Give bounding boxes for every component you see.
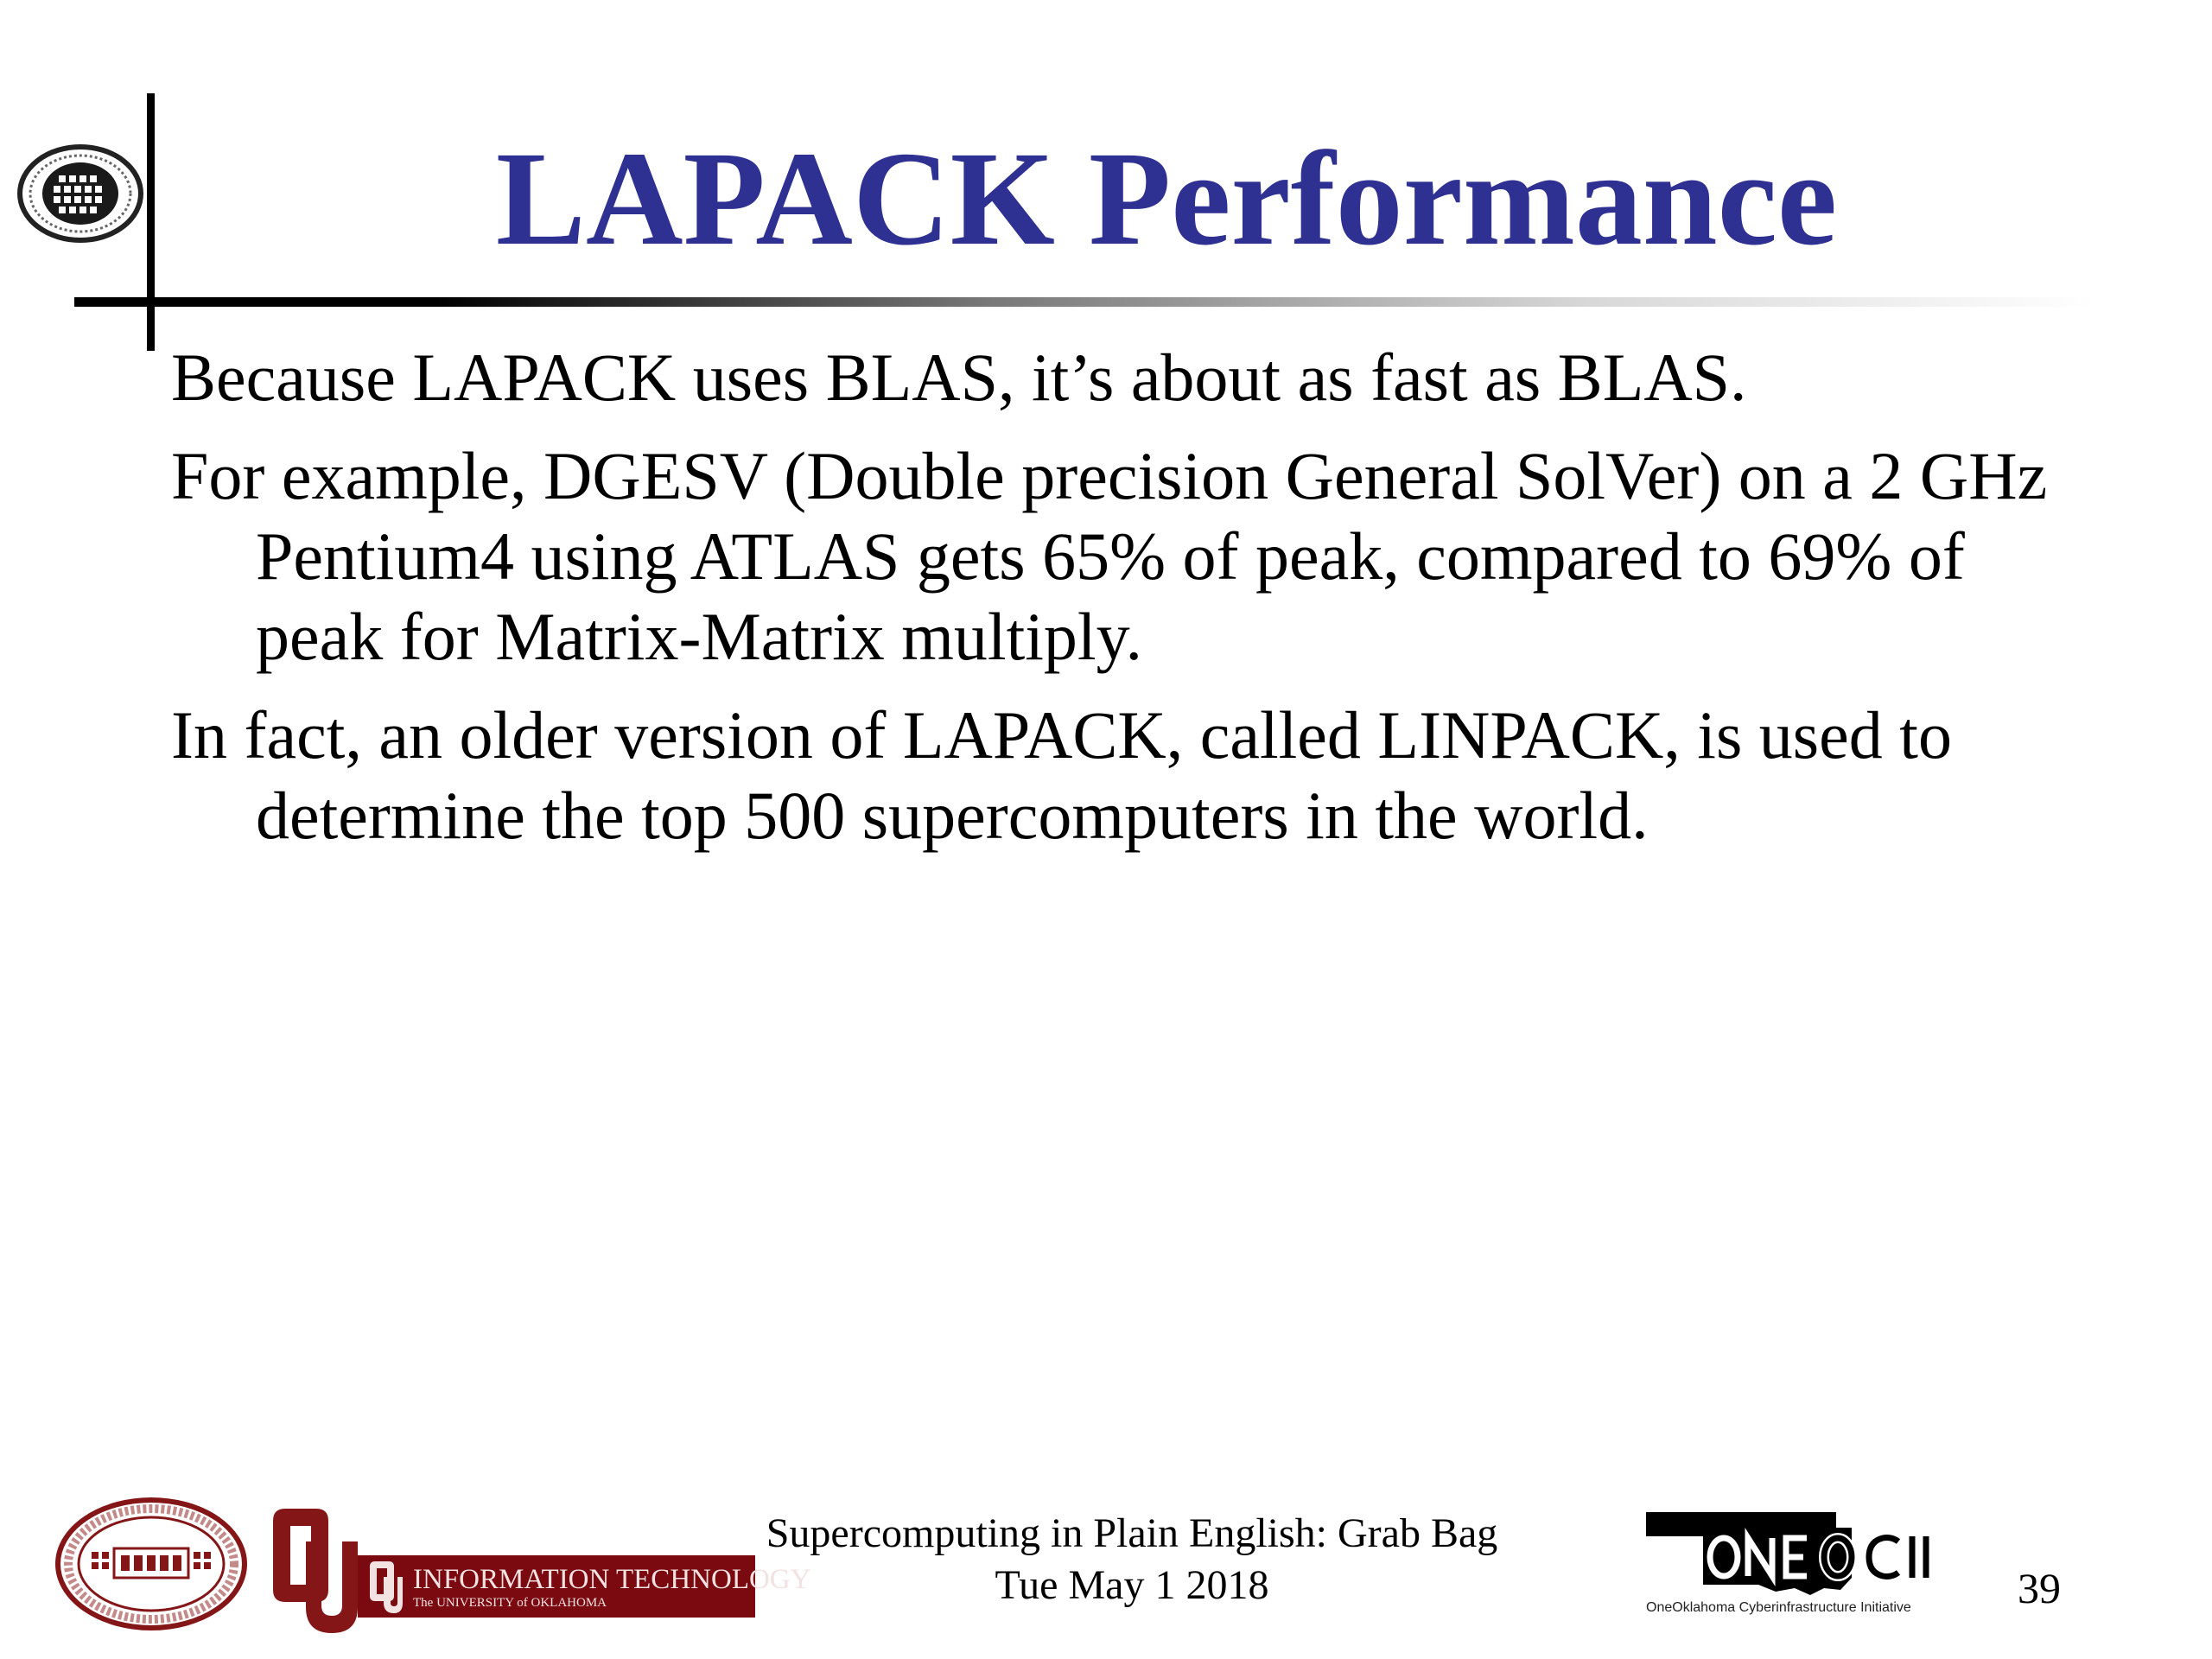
bullet-item: In fact, an older version of LAPACK, called LINPACK, is used to determine the top 500 supercomputers in the world. <box>171 697 1952 853</box>
supercomputing-chip-logo-icon <box>16 143 145 245</box>
bullet-item: Because LAPACK uses BLAS, it’s about as fast as BLAS. <box>171 340 1747 415</box>
bullet-list <box>171 337 2107 874</box>
ou-small-mark-icon <box>365 1560 403 1613</box>
oscer-seal-logo-icon <box>52 1495 251 1633</box>
footer-course-title: Supercomputing in Plain English: Grab Bag <box>766 1510 1498 1556</box>
header-horizontal-rule <box>74 297 2096 307</box>
header-vertical-rule <box>147 93 155 351</box>
footer-date: Tue May 1 2018 <box>995 1562 1269 1608</box>
bullet-item: For example, DGESV (Double precision General SolVer) on a 2 GHz Pentium4 using ATLAS gets 65% of peak, compared to 69% of peak for Matrix-Matrix multiply. <box>171 438 2048 674</box>
it-banner-title: INFORMATION TECHNOLOGY <box>413 1563 811 1595</box>
footer-center <box>717 1508 1547 1611</box>
it-banner-subtitle: The UNIVERSITY of OKLAHOMA <box>413 1595 607 1610</box>
oneocii-wordmark-icon <box>1646 1512 1940 1599</box>
page-number: 39 <box>2018 1564 2061 1612</box>
it-banner <box>358 1555 811 1618</box>
oneocii-tagline: OneOklahoma Cyberinfrastructure Initiative <box>1646 1600 1911 1615</box>
slide-title: LAPACK Performance <box>495 124 1838 273</box>
oneocii-logo <box>1646 1512 1940 1624</box>
ou-interlocking-logo-icon <box>257 1503 361 1637</box>
